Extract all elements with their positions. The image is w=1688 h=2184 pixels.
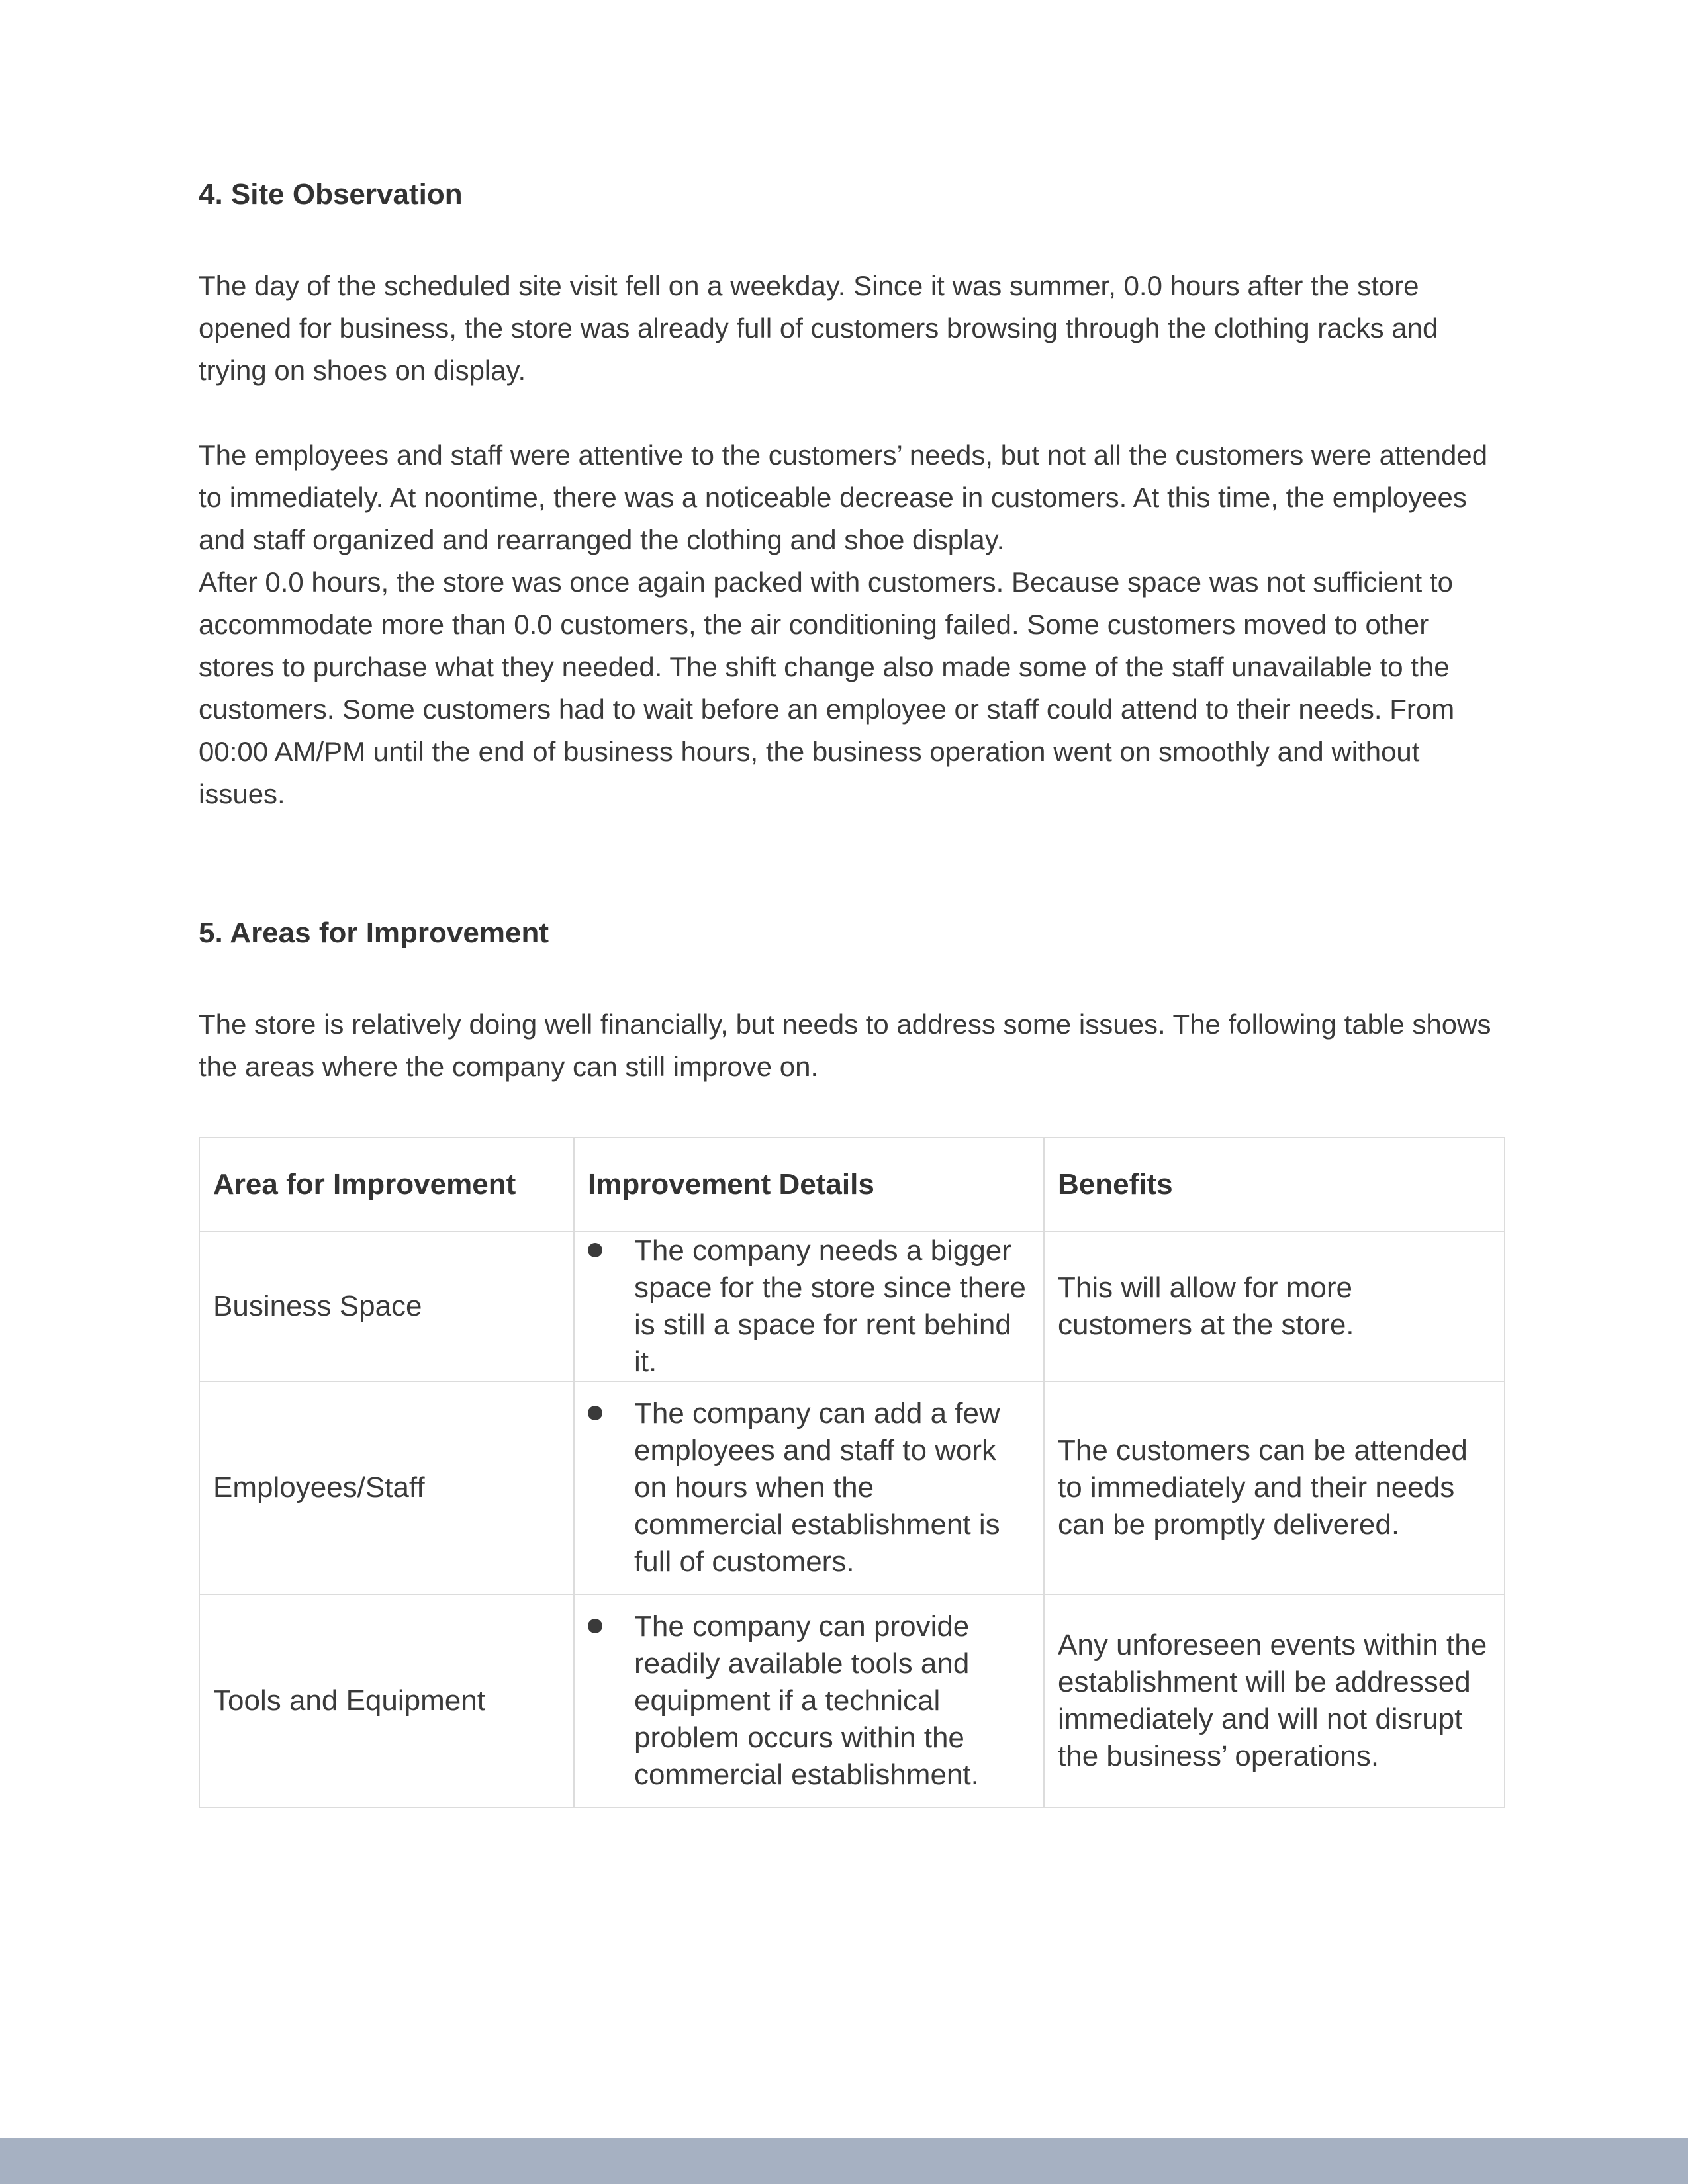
details-text: The company can add a few employees and staff to work on hours when the commercial establishment is full of customers. bbox=[634, 1397, 1000, 1578]
footer-band bbox=[0, 2138, 1688, 2184]
table-row bbox=[199, 1232, 1505, 1381]
list-item bbox=[588, 1608, 1030, 1794]
details-list bbox=[588, 1608, 1030, 1794]
improvement-table bbox=[199, 1137, 1505, 1808]
bullet-icon bbox=[588, 1243, 602, 1257]
table-header-row bbox=[199, 1138, 1505, 1232]
benefits-cell: Any unforeseen events within the establishment will be addressed immediately and will not disrupt the business’ operations. bbox=[1044, 1594, 1505, 1807]
details-list bbox=[588, 1232, 1030, 1381]
section-heading-site-observation: 4. Site Observation bbox=[199, 178, 463, 210]
area-cell: Business Space bbox=[199, 1232, 574, 1381]
details-text: The company can provide readily available tools and equipment if a technical problem occurs within the commercial establishment. bbox=[634, 1610, 979, 1791]
bullet-icon bbox=[588, 1406, 602, 1420]
details-cell bbox=[574, 1232, 1044, 1381]
area-cell: Tools and Equipment bbox=[199, 1594, 574, 1807]
areas-for-improvement-intro: The store is relatively doing well financially, but needs to address some issues. The following table shows the areas where the company can still improve on. bbox=[199, 1009, 1491, 1082]
column-header-benefits: Benefits bbox=[1044, 1138, 1505, 1232]
details-cell bbox=[574, 1381, 1044, 1594]
site-observation-paragraph-2 bbox=[199, 434, 1504, 815]
column-header-area: Area for Improvement bbox=[199, 1138, 574, 1232]
details-cell bbox=[574, 1594, 1044, 1807]
table-row bbox=[199, 1381, 1505, 1594]
table-row bbox=[199, 1594, 1505, 1807]
benefits-cell: This will allow for more customers at the store. bbox=[1044, 1232, 1505, 1381]
bullet-icon bbox=[588, 1619, 602, 1633]
section-heading-areas-for-improvement: 5. Areas for Improvement bbox=[199, 917, 549, 949]
site-observation-paragraph-2a: The employees and staff were attentive to the customers’ needs, but not all the customers were attended to immediately. At noontime, there was a noticeable decrease in customers. At this time, the employees and staff organized and rearranged the clothing and shoe display. bbox=[199, 439, 1488, 555]
column-header-details: Improvement Details bbox=[574, 1138, 1044, 1232]
site-observation-paragraph-1: The day of the scheduled site visit fell on a weekday. Since it was summer, 0.0 hours after the store opened for business, the store was already full of customers browsing through the clothing racks and trying on shoes on display. bbox=[199, 270, 1438, 386]
list-item bbox=[588, 1395, 1030, 1580]
details-text: The company needs a bigger space for the store since there is still a space for rent behind it. bbox=[634, 1234, 1026, 1378]
benefits-cell: The customers can be attended to immediately and their needs can be promptly delivered. bbox=[1044, 1381, 1505, 1594]
site-observation-paragraph-2b: After 0.0 hours, the store was once again packed with customers. Because space was not sufficient to accommodate more than 0.0 customers, the air conditioning failed. Some customers moved to other stores to purchase what they needed. The shift change also made some of the staff unavailable to the customers. Some customers had to wait before an employee or staff could attend to their needs. From 00:00 AM/PM until the end of business hours, the business operation went on smoothly and without issues. bbox=[199, 567, 1455, 809]
list-item bbox=[588, 1232, 1030, 1381]
area-cell: Employees/Staff bbox=[199, 1381, 574, 1594]
details-list bbox=[588, 1395, 1030, 1580]
